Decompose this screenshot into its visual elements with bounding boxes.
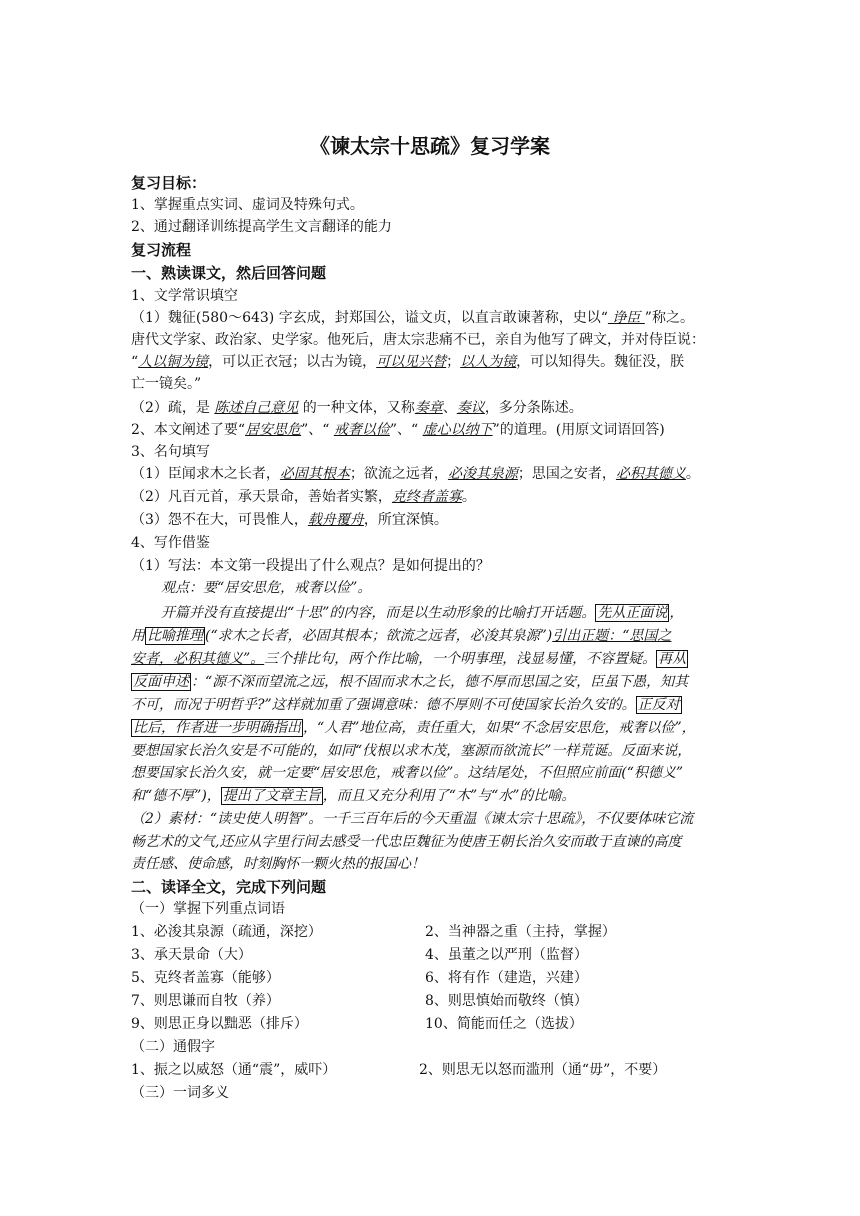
boxed-text: 反面申述 [133,674,189,690]
text: ，所宜深慎。 [363,512,448,528]
text: ，可以正衣冠；以古为镜， [208,354,377,370]
text: ”的道理。(用原文词语回答) [492,422,665,438]
text: （1）臣闻求木之长者， [131,466,280,482]
word-row [131,1013,731,1035]
section-2-heading: 二、读译全文，完成下列问题 [131,878,327,896]
analysis-line-5 [131,694,731,716]
text: 、 [442,400,457,416]
goal-heading: 复习目标： [131,174,207,192]
word-item: 8、则思慎始而敬终（慎） [425,993,588,1009]
text: ，可以知得失。魏征没，朕 [516,354,685,370]
section-1-heading: 一、熟读课文，然后回答问题 [131,264,327,282]
subsection-2-heading: （二）通假字 [131,1039,215,1055]
paragraph-1d: 亡一镜矣。” [131,376,202,392]
word-item: 10、简能而任之（选拔） [425,1016,583,1032]
paragraph-2 [131,397,731,419]
text: 。 [685,466,700,482]
question-2 [131,419,731,441]
text: ；欲流之远者， [349,466,448,482]
text: ”称之。 [644,310,694,326]
boxed-text: 提出了文章主旨 [222,788,321,804]
quote-3 [131,509,731,531]
flow-heading: 复习流程 [131,241,192,259]
question-3: 3、名句填写 [131,444,210,460]
text: （2）凡百元首，承天景命，善始者实繁， [131,489,392,505]
analysis-line-7: 要想国家长治久安是不可能的，如同“伐根以求木茂，塞源而欲流长”一样荒诞。反面来说， [131,743,692,759]
text: (“求木之长者，必固其根本；欲流之远者，必浚其泉源”) [205,628,553,644]
fill-answer: 虚心以纳下 [422,422,493,438]
fill-answer: 以人为镜 [460,354,517,370]
underlined-text: 引出正题：“思国之 [552,628,672,644]
text: 开篇并没有直接提出“十思”的内容，而是以生动形象的比喻打开话题。 [161,605,596,621]
word-row [131,944,731,966]
boxed-text: 先从正面说 [597,605,668,621]
text: 三个排比句，两个作比喻，一个明事理，浅显易懂，不容置疑。 [264,651,657,667]
analysis-line-3 [131,648,731,670]
fill-answer: 陈述自己意见 [214,400,299,416]
fill-answer: 人以铜为镜 [138,354,209,370]
paragraph-1b: 唐代文学家、政治家、史学家。他死后，唐太宗悲痛不已，亲自为他写了碑文，并对侍臣说： [131,332,705,348]
subsection-1-heading: （一）掌握下列重点词语 [131,901,285,917]
word-row [131,967,731,989]
text: 不可，而况于明哲乎?”这样就加重了强调意味：德不厚则不可使国家长治久安的。 [131,697,636,713]
paragraph-1a [131,307,731,329]
boxed-text: 正反对 [637,697,680,713]
analysis-line-1 [161,602,761,624]
quote-1 [131,463,731,485]
writing-question: （1）写法：本文第一段提出了什么观点？是如何提出的？ [131,558,490,574]
underlined-text: 安者，必积其德义”。 [131,651,265,667]
analysis-line-8: 想要国家长治久安，就一定要“居安思危，戒奢以俭”。这结尾处，不但照应前面(“积德义” [131,765,684,781]
text: “ [131,354,139,370]
fill-answer: 克终者盖寡 [391,489,462,505]
fill-answer: 诤臣 [607,310,645,326]
analysis-line-2 [131,625,731,647]
analysis-line-4 [131,671,731,693]
quote-2 [131,486,731,508]
text: （2）疏，是 [131,400,215,416]
text: （3）怨不在大，可畏惟人， [131,512,308,528]
text: ，多分条陈述。 [484,400,583,416]
fill-answer: 戒奢以俭 [333,422,390,438]
material-line-1: （2）素材：“读史使人明智”。一千三百年后的今天重温《谏太宗十思疏》，不仅要体味它流 [131,811,694,827]
fill-answer: 奏章 [414,400,443,416]
boxed-text: 比喻推理 [147,628,203,644]
word-row [131,921,731,943]
fill-answer: 必浚其泉源 [447,466,518,482]
word-row [131,990,731,1012]
fill-answer: 载舟覆舟 [307,512,364,528]
text: ：“源不深而望流之远，根不固而求木之长，德不厚而思国之安，臣虽下愚，知其 [191,674,689,690]
text: ，“人君”地位高，责任重大，如果“不念居安思危，戒奢以俭”， [303,720,696,736]
paragraph-1c [131,351,731,373]
word-item: 6、将有作（建造，兴建） [425,970,588,986]
page-title: 《谏太宗十思疏》复习学案 [310,134,550,158]
subsection-3-heading: （三）一词多义 [131,1085,229,1101]
analysis-line-6 [131,717,731,739]
tongjia-item: 2、则思无以怒而滥刑（通“毋”，不要） [419,1062,667,1078]
writing-view: 观点：要“居安思危，戒奢以俭”。 [161,580,372,596]
word-item: 2、当神器之重（主持，掌握） [425,924,616,940]
fill-answer: 奏议 [456,400,485,416]
text: （1）魏征(580～643) 字玄成，封郑国公，谥文贞，以直言敢谏著称，史以“ [131,310,608,326]
word-item: 9、则思正身以黜恶（排斥） [131,1016,308,1032]
question-4: 4、写作借鉴 [131,535,210,551]
fill-answer: 可以见兴替 [376,354,447,370]
text: ”、“ [301,422,334,438]
fill-answer: 必固其根本 [279,466,350,482]
text: ； [446,354,461,370]
analysis-line-9 [131,785,731,807]
boxed-text: 再从 [658,651,687,667]
material-line-3: 责任感、使命感，时刻胸怀一颗火热的报国心！ [131,856,425,872]
text: ；思国之安者， [517,466,616,482]
word-item: 4、虽董之以严刑（监督） [425,947,588,963]
text: 和“德不厚”)， [131,788,221,804]
material-line-2: 畅艺术的文气,还应从字里行间去感受一代忠臣魏征为使唐王朝长治久安而敢于直谏的高度 [131,834,682,850]
text: ，而且又充分利用了“木”与“水”的比喻。 [322,788,576,804]
fill-answer: 必积其德义 [615,466,686,482]
text: 的一种文体，又称 [298,400,415,416]
fill-answer: 居安思危 [245,422,302,438]
text: ”、“ [389,422,423,438]
boxed-text: 比后，作者进一步明确指出 [133,720,301,736]
text: ， [669,605,684,621]
word-item: 1、必浚其泉源（疏通，深挖） [131,924,322,940]
word-item: 3、承天景命（大） [131,947,252,963]
goal-item-2: 2、通过翻译训练提高学生文言翻译的能力 [131,219,392,235]
tongjia-row [131,1059,731,1081]
word-item: 5、克终者盖寡（能够） [131,970,280,986]
text: 用 [131,628,145,644]
question-1: 1、文学常识填空 [131,288,238,304]
text: 2、本文阐述了要“ [131,422,246,438]
word-item: 7、则思谦而自牧（养） [131,993,280,1009]
goal-item-1: 1、掌握重点实词、虚词及特殊句式。 [131,197,364,213]
text: 。 [461,489,476,505]
tongjia-item: 1、振之以威怒（通“震”，威吓） [131,1062,337,1078]
